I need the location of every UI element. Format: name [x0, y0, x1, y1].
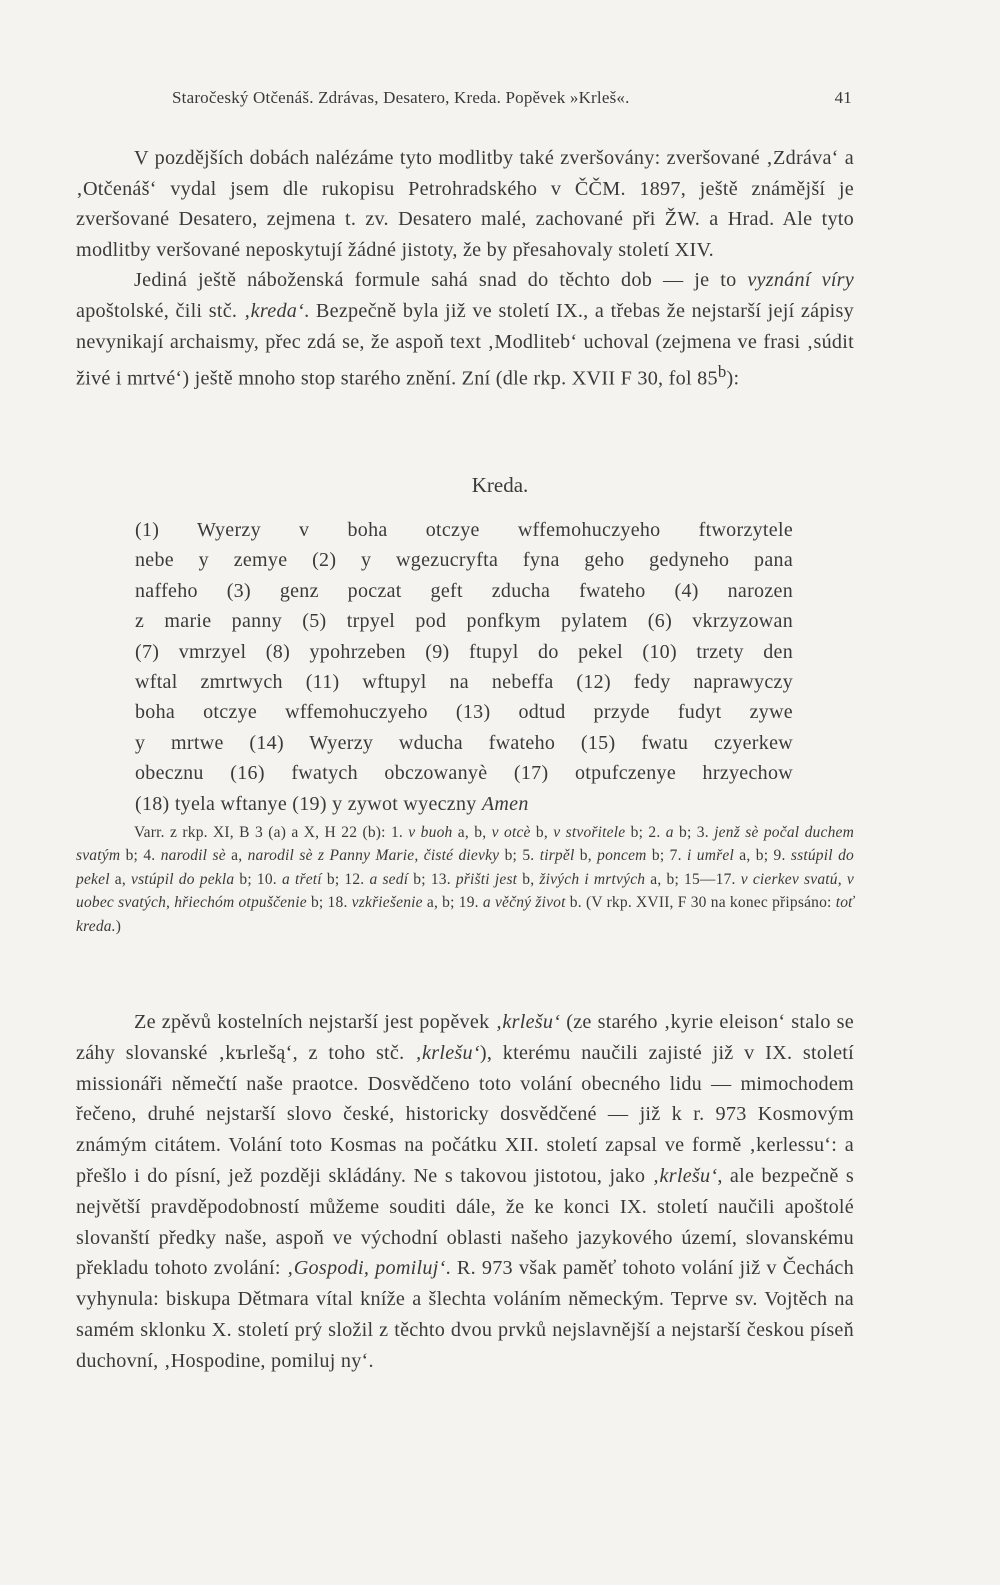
creed-line: boha otczye wffemohuczyeho (13) odtud przyde fudyt zywe: [135, 701, 793, 724]
italic-run: ‚krlešu‘: [415, 1041, 480, 1064]
text-run: b,: [574, 847, 598, 865]
text-run: a, b; 9.: [733, 847, 791, 865]
italic-run: a věčný život: [482, 894, 566, 912]
text-run: Varr. z rkp. XI, B 3 (a) a X, H 22 (b): 1.: [134, 824, 409, 841]
italic-run: tirpěl: [539, 847, 575, 865]
italic-run: vzkřiešenie: [351, 894, 423, 912]
italic-run: jenž sè počal duchem svatým: [76, 824, 855, 865]
creed-line: naffeho (3) genz poczat geft zducha fwateho (4) narozen: [135, 579, 793, 602]
text-run: b; 10.: [234, 870, 282, 888]
creed-line: (7) vmrzyel (8) ypohrzeben (9) ftupyl do pekel (10) trzety den: [135, 640, 793, 663]
text-run: b,: [517, 870, 540, 888]
page-number: 41: [834, 88, 852, 107]
folio-superscript: b: [717, 362, 727, 382]
text-run: b. (V rkp. XVII, F 30 na konec připsáno:: [565, 894, 836, 912]
text-run: b; 18.: [306, 894, 352, 912]
italic-run: narodil sè: [160, 847, 226, 865]
text-run: ), kterému naučili zajisté již v IX. století missionáři němečtí naše praotce. Dosvědčeno toto volání obecného lidu — mimochodem řečeno, druhé nejstarší slovo české, historicky dosvědčené — již k r. 973 Kosmovým známým citátem. Volání toto Kosmas na počátku XII. století zapsal ve formě ‚kerlessu‘: a přešlo i do písní, jež později skládány. Ne s takovou jistotou, jako: [76, 1041, 854, 1187]
paragraph-krlesu: [76, 1007, 854, 1377]
text-run: b; 3.: [673, 824, 715, 841]
italic-run: v stvořitele: [553, 824, 626, 841]
variant-readings-note: [76, 821, 854, 938]
text-run: ):: [726, 367, 740, 390]
text-run: b; 13.: [408, 870, 456, 888]
creed-line: obecznu (16) fwatych obczowanyè (17) otpufczenye hrzyechow: [135, 762, 793, 785]
text-run: apoštolské, čili stč.: [76, 299, 244, 322]
text-run: a,: [109, 870, 131, 888]
text-run: . R. 973 však paměť tohoto volání již v Čechách vyhynula: biskupa Dětmara vítal kníže a šlechta voláním německým. Teprve sv. Vojtěch na samém sklonku X. století prý složil z těchto dvou prvků nejslavnější a nejstarší českou píseň duchovní, ‚Hospodine, pomiluj ny‘.: [76, 1257, 854, 1372]
text-run: (ze starého ‚kyrie eleison‘ stalo se záhy slovanské ‚kъrlešą‘, z toho stč.: [76, 1011, 854, 1064]
text-run: a, b,: [452, 824, 492, 841]
italic-run: toť kreda.: [76, 894, 854, 935]
creed-line: y mrtwe (14) Wyerzy wducha fwateho (15) fwatu czyerkew: [135, 731, 793, 754]
italic-run: vstúpil do pekla: [131, 870, 235, 888]
text-run: . Bezpečně byla již ve století IX., a třebas že nejstarší její zápisy nevynikají archaismy, přec zdá se, že aspoň text ‚Modliteb‘ uchoval (zejmena ve frasi ‚súdit živé i mrtvé‘) ještě mnoho stop starého znění. Zní (dle rkp. XVII F 30, fol 85: [76, 299, 854, 390]
running-title: Staročeský Otčenáš. Zdrávas, Desatero, Kreda. Popěvek »Krleš«.: [172, 88, 630, 107]
text-run: a,: [225, 847, 248, 865]
italic-run: ‚Gospodi, pomiluj‘: [286, 1257, 446, 1280]
italic-run: poncem: [597, 847, 647, 865]
italic-run: a třetí: [281, 870, 322, 888]
italic-run: ‚krlešu‘: [652, 1164, 718, 1187]
paragraph-creed-intro: [76, 265, 854, 394]
creed-line: (1) Wyerzy v boha otczye wffemohuczyeho ftworzytele: [135, 519, 793, 541]
text-run: b; 2.: [625, 824, 666, 841]
italic-run: přišti jest: [455, 870, 518, 888]
italic-run: v cierkev svatú, v uobec svatých, hřiechóm otpuščenie: [76, 870, 854, 912]
italic-run: živých i mrtvých: [539, 870, 646, 888]
text-run: b; 5.: [499, 847, 540, 865]
creed-line-text: (18) tyela wftanye (19) y zywot wyeczny: [135, 792, 477, 815]
paragraph-verse-prayers: V pozdějších dobách nalézáme tyto modlitby také zveršovány: zveršované ‚Zdráva‘ a ‚Otčenáš‘ vydal jsem dle rukopisu Petrohradského v ČČM. 1897, ještě známější je zveršované Desatero, zejmena t. zv. Desatero malé, zachované při ŽW. a Hrad. Ale tyto modlitby veršované neposkytují žádné jistoty, že by přesahovaly století XIV.: [76, 147, 854, 261]
section-heading: Kreda.: [471, 473, 529, 497]
italic-run: v otcè: [491, 824, 531, 841]
creed-line: nebe y zemye (2) y wgezucryfta fyna geho gedyneho pana: [135, 549, 793, 572]
text-run: Ze zpěvů kostelních nejstarší jest popěvek: [134, 1011, 496, 1033]
italic-run: ‚krlešu‘: [495, 1011, 561, 1033]
italic-term: ‚kreda‘: [243, 299, 305, 322]
amen-word: Amen: [481, 792, 529, 815]
creed-line-last: [135, 789, 793, 819]
text-run: Jediná ještě náboženská formule sahá snad do těchto dob — je to: [134, 269, 748, 292]
italic-run: i umřel: [686, 847, 734, 865]
closing-section: [76, 1007, 854, 1377]
text-run: a, b; 15—17.: [645, 870, 741, 888]
creed-line: z marie panny (5) trpyel pod ponfkym pylatem (6) vkrzyzowan: [135, 610, 793, 633]
italic-run: v buoh: [408, 824, 453, 841]
text-run: b; 4.: [120, 847, 161, 865]
italic-run: narodil sè z Panny Marie, čisté dievky: [247, 847, 500, 865]
italic-run: a: [665, 824, 674, 841]
italic-run: a sedí: [369, 870, 409, 888]
text-run: ): [115, 917, 122, 935]
intro-section: [76, 143, 854, 394]
creed-text: [135, 515, 793, 819]
italic-run: sstúpil do pekel: [76, 847, 854, 888]
italic-term: vyznání víry: [747, 269, 854, 292]
text-run: b; 12.: [321, 870, 370, 888]
text-run: b,: [530, 824, 554, 841]
text-run: a, b; 19.: [422, 894, 483, 912]
page-header: [172, 88, 852, 108]
text-run: , ale bezpečně s největší pravděpodobností můžeme souditi dále, že ke konci IX. století naučili apoštolé slovanští předky naše, aspoň ve východní oblasti našeho jazykového území, slovanskému překladu tohoto zvolání:: [76, 1164, 854, 1280]
text-run: b; 7.: [646, 847, 687, 865]
variants-paragraph: [76, 821, 854, 938]
creed-line: wftal zmrtwych (11) wftupyl na nebeffa (12) fedy naprawyczy: [135, 670, 793, 693]
